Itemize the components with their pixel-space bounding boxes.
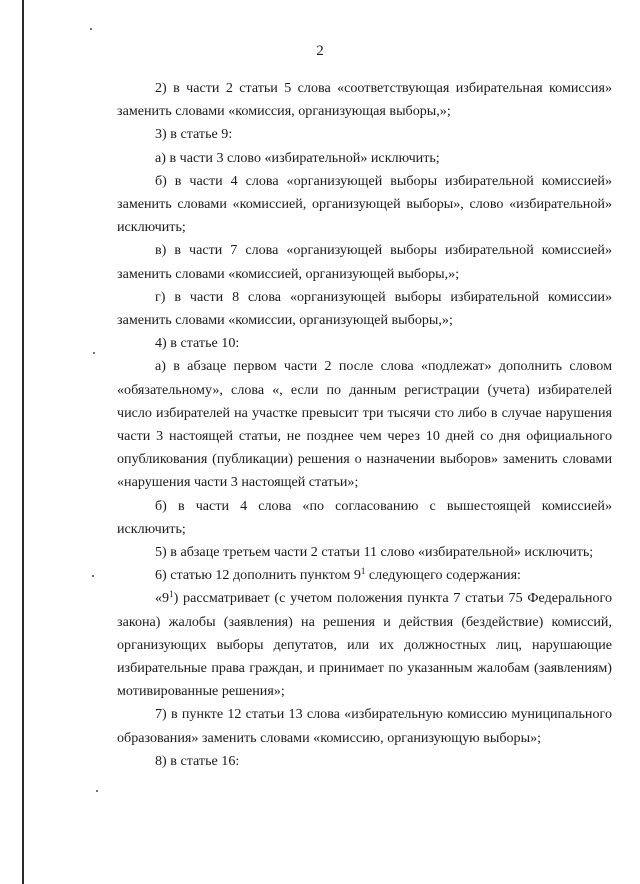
scan-speck (92, 575, 94, 577)
superscript: 1 (360, 566, 366, 577)
page-edge-line (22, 0, 24, 884)
paragraph: 7) в пункте 12 статьи 13 слова «избирательную комиссию муниципального образования» заменить словами «комиссию, организующую выборы»; (117, 706, 612, 746)
paragraph: б) в части 4 слова «организующей выборы избирательной комиссией» заменить словами «комиссией, организующей выборы», слово «избирательной» исключить; (117, 172, 612, 236)
superscript: 1 (169, 589, 174, 600)
paragraph: 4) в статье 10: (155, 335, 240, 352)
paragraph: 2) в части 2 статьи 5 слова «соответствующая избирательная комиссия» заменить словами «комиссия, организующая выборы,»; (117, 80, 612, 120)
paragraph: в) в части 7 слова «организующей выборы избирательной комиссией» заменить словами «комиссией, организующей выборы,»; (117, 242, 612, 282)
document-body (117, 77, 612, 773)
paragraph: 6) статью 12 дополнить пунктом $9^1$ следующего содержания: (155, 566, 521, 584)
paragraph: 5) в абзаце третьем части 2 статьи 11 слово «избирательной» исключить; (155, 544, 594, 561)
paragraph: 8) в статье 16: (155, 752, 240, 769)
page-number: 2 (316, 43, 324, 59)
paragraph: г) в части 8 слова «организующей выборы избирательной комиссии» заменить словами «комиссии, организующей выборы,»; (117, 288, 612, 329)
paragraph: «$9^1$) рассматривает (с учетом положения пункта 7 статьи 75 Федерального закона) жалобы (заявления) на решения и действия (бездействие) комиссий, организующих выборы депутатов, или их должностных лиц, нарушающие избирательные права граждан, и принимает по указанным жалобам (заявлениям) мотивированные решения»; (117, 589, 612, 700)
paragraph: б) в части 4 слова «по согласованию с вышестоящей комиссией» исключить; (117, 497, 612, 537)
paragraph: а) в части 3 слово «избирательной» исключить; (155, 149, 440, 166)
scan-speck (96, 790, 98, 792)
scan-speck (90, 28, 92, 30)
scan-speck (93, 352, 95, 354)
paragraph: 3) в статье 9: (155, 126, 233, 143)
paragraph: а) в абзаце первом части 2 после слова «подлежат» дополнить словом «обязательному», слова «, если по данным регистрации (учета) избирателей число избирателей на участке превысит три тысячи сто либо в случае нарушения части 3 настоящей статьи, не позднее чем через 10 дней со дня официального опубликования (публикации) решения о назначении выборов» заменить словами «нарушения части 3 настоящей статьи»; (117, 358, 612, 491)
